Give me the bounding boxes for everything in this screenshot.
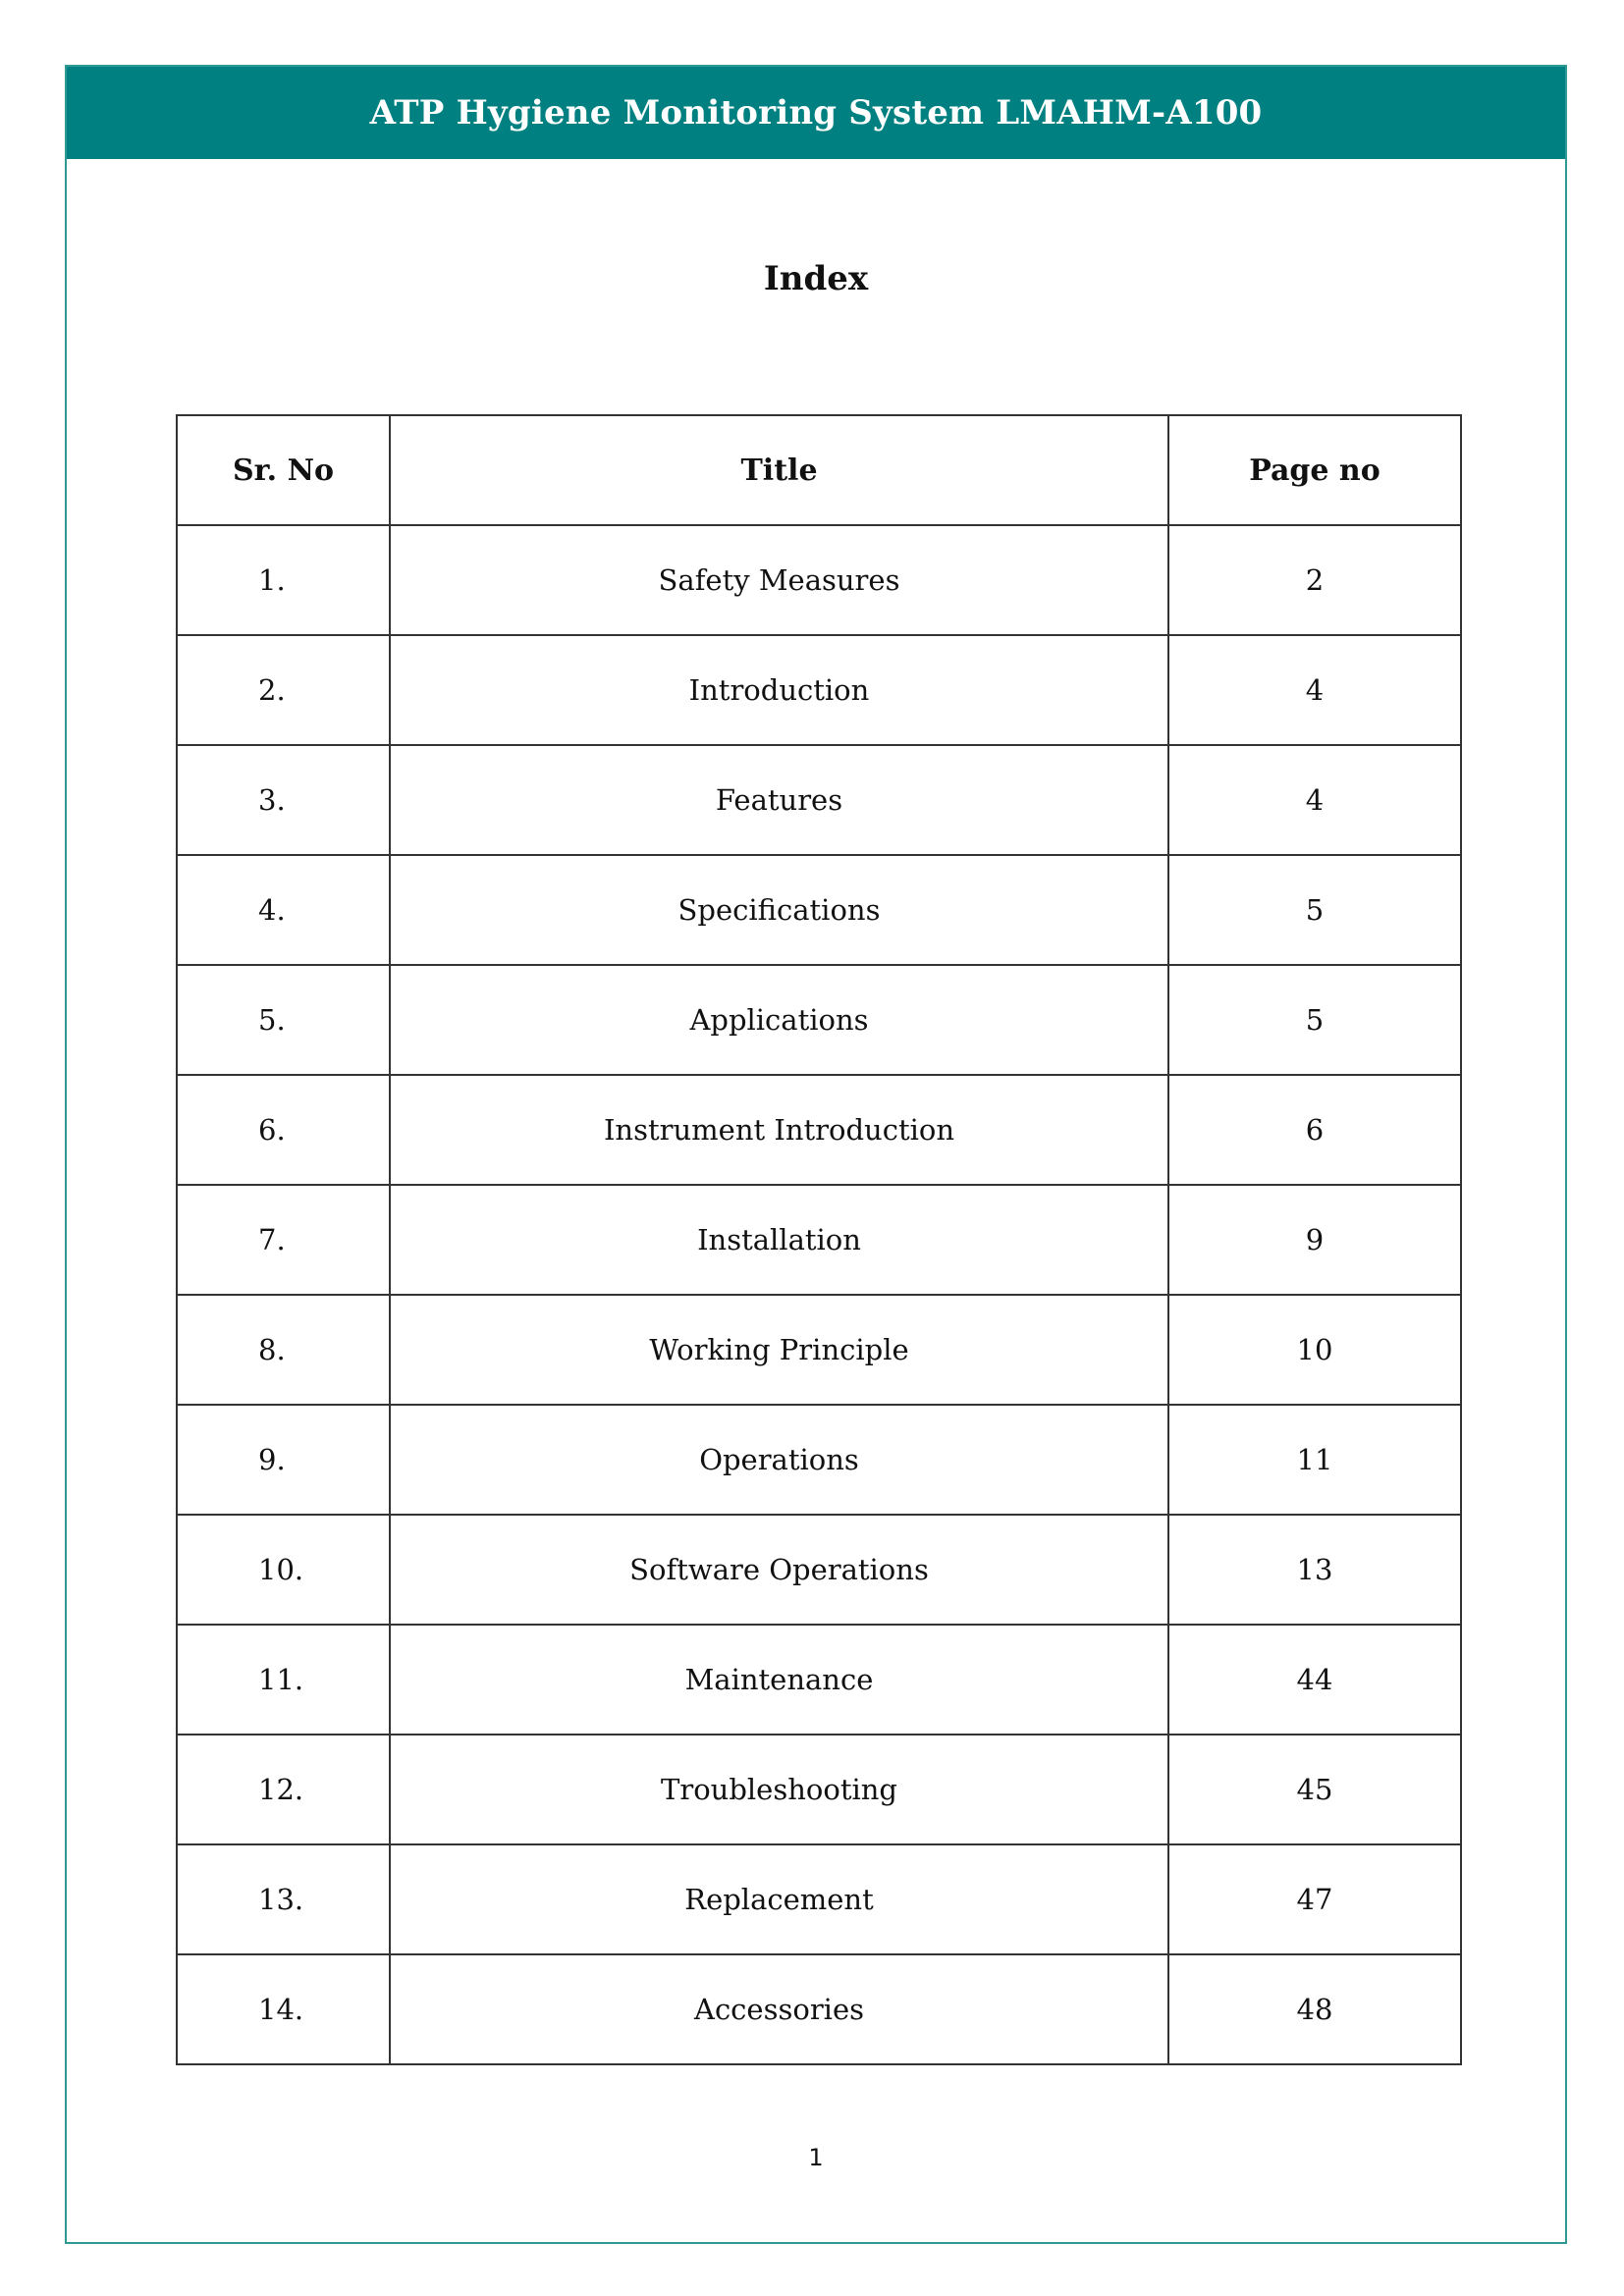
sr-no-cell: 9. bbox=[177, 1405, 390, 1515]
table-row bbox=[177, 1954, 1461, 2064]
sr-no-cell: 4. bbox=[177, 855, 390, 965]
sr-no-cell: 5. bbox=[177, 965, 390, 1075]
table-row bbox=[177, 745, 1461, 855]
table-row bbox=[177, 1844, 1461, 1954]
index-heading: Index bbox=[763, 259, 869, 298]
table-row bbox=[177, 1405, 1461, 1515]
sr-no-cell: 13. bbox=[177, 1844, 390, 1954]
sr-no-cell: 2. bbox=[177, 635, 390, 745]
page-no-cell: 5 bbox=[1168, 855, 1461, 965]
header-bar bbox=[67, 67, 1565, 159]
page-no-cell: 2 bbox=[1168, 525, 1461, 635]
title-cell: Installation bbox=[390, 1185, 1168, 1295]
page-no-cell: 47 bbox=[1168, 1844, 1461, 1954]
page-number: 1 bbox=[808, 2144, 824, 2171]
page-no-cell: 10 bbox=[1168, 1295, 1461, 1405]
sr-no-cell: 11. bbox=[177, 1625, 390, 1735]
table-header-row bbox=[177, 415, 1461, 525]
document-title: ATP Hygiene Monitoring System LMAHM-A100 bbox=[369, 93, 1263, 133]
table-row bbox=[177, 635, 1461, 745]
title-cell: Operations bbox=[390, 1405, 1168, 1515]
title-cell: Introduction bbox=[390, 635, 1168, 745]
title-cell: Software Operations bbox=[390, 1515, 1168, 1625]
table-row bbox=[177, 1295, 1461, 1405]
page-frame bbox=[65, 65, 1567, 2244]
title-cell: Applications bbox=[390, 965, 1168, 1075]
column-header-sr-no: Sr. No bbox=[177, 415, 390, 525]
page-no-cell: 4 bbox=[1168, 635, 1461, 745]
table-row bbox=[177, 1515, 1461, 1625]
title-cell: Accessories bbox=[390, 1954, 1168, 2064]
title-cell: Instrument Introduction bbox=[390, 1075, 1168, 1185]
title-cell: Troubleshooting bbox=[390, 1735, 1168, 1844]
sr-no-cell: 1. bbox=[177, 525, 390, 635]
table-row bbox=[177, 1075, 1461, 1185]
title-cell: Working Principle bbox=[390, 1295, 1168, 1405]
sr-no-cell: 7. bbox=[177, 1185, 390, 1295]
index-table bbox=[176, 414, 1462, 2065]
page-no-cell: 11 bbox=[1168, 1405, 1461, 1515]
sr-no-cell: 12. bbox=[177, 1735, 390, 1844]
page-no-cell: 13 bbox=[1168, 1515, 1461, 1625]
title-cell: Maintenance bbox=[390, 1625, 1168, 1735]
column-header-title: Title bbox=[390, 415, 1168, 525]
sr-no-cell: 14. bbox=[177, 1954, 390, 2064]
table-row bbox=[177, 965, 1461, 1075]
title-cell: Specifications bbox=[390, 855, 1168, 965]
table-row bbox=[177, 855, 1461, 965]
page-no-cell: 9 bbox=[1168, 1185, 1461, 1295]
table-row bbox=[177, 1185, 1461, 1295]
sr-no-cell: 8. bbox=[177, 1295, 390, 1405]
page-no-cell: 44 bbox=[1168, 1625, 1461, 1735]
sr-no-cell: 6. bbox=[177, 1075, 390, 1185]
title-cell: Features bbox=[390, 745, 1168, 855]
sr-no-cell: 3. bbox=[177, 745, 390, 855]
page-no-cell: 48 bbox=[1168, 1954, 1461, 2064]
title-cell: Safety Measures bbox=[390, 525, 1168, 635]
table-row bbox=[177, 1735, 1461, 1844]
page-no-cell: 6 bbox=[1168, 1075, 1461, 1185]
page-no-cell: 5 bbox=[1168, 965, 1461, 1075]
table-row bbox=[177, 1625, 1461, 1735]
page-no-cell: 4 bbox=[1168, 745, 1461, 855]
title-cell: Replacement bbox=[390, 1844, 1168, 1954]
table-row bbox=[177, 525, 1461, 635]
page-no-cell: 45 bbox=[1168, 1735, 1461, 1844]
sr-no-cell: 10. bbox=[177, 1515, 390, 1625]
column-header-page-no: Page no bbox=[1168, 415, 1461, 525]
